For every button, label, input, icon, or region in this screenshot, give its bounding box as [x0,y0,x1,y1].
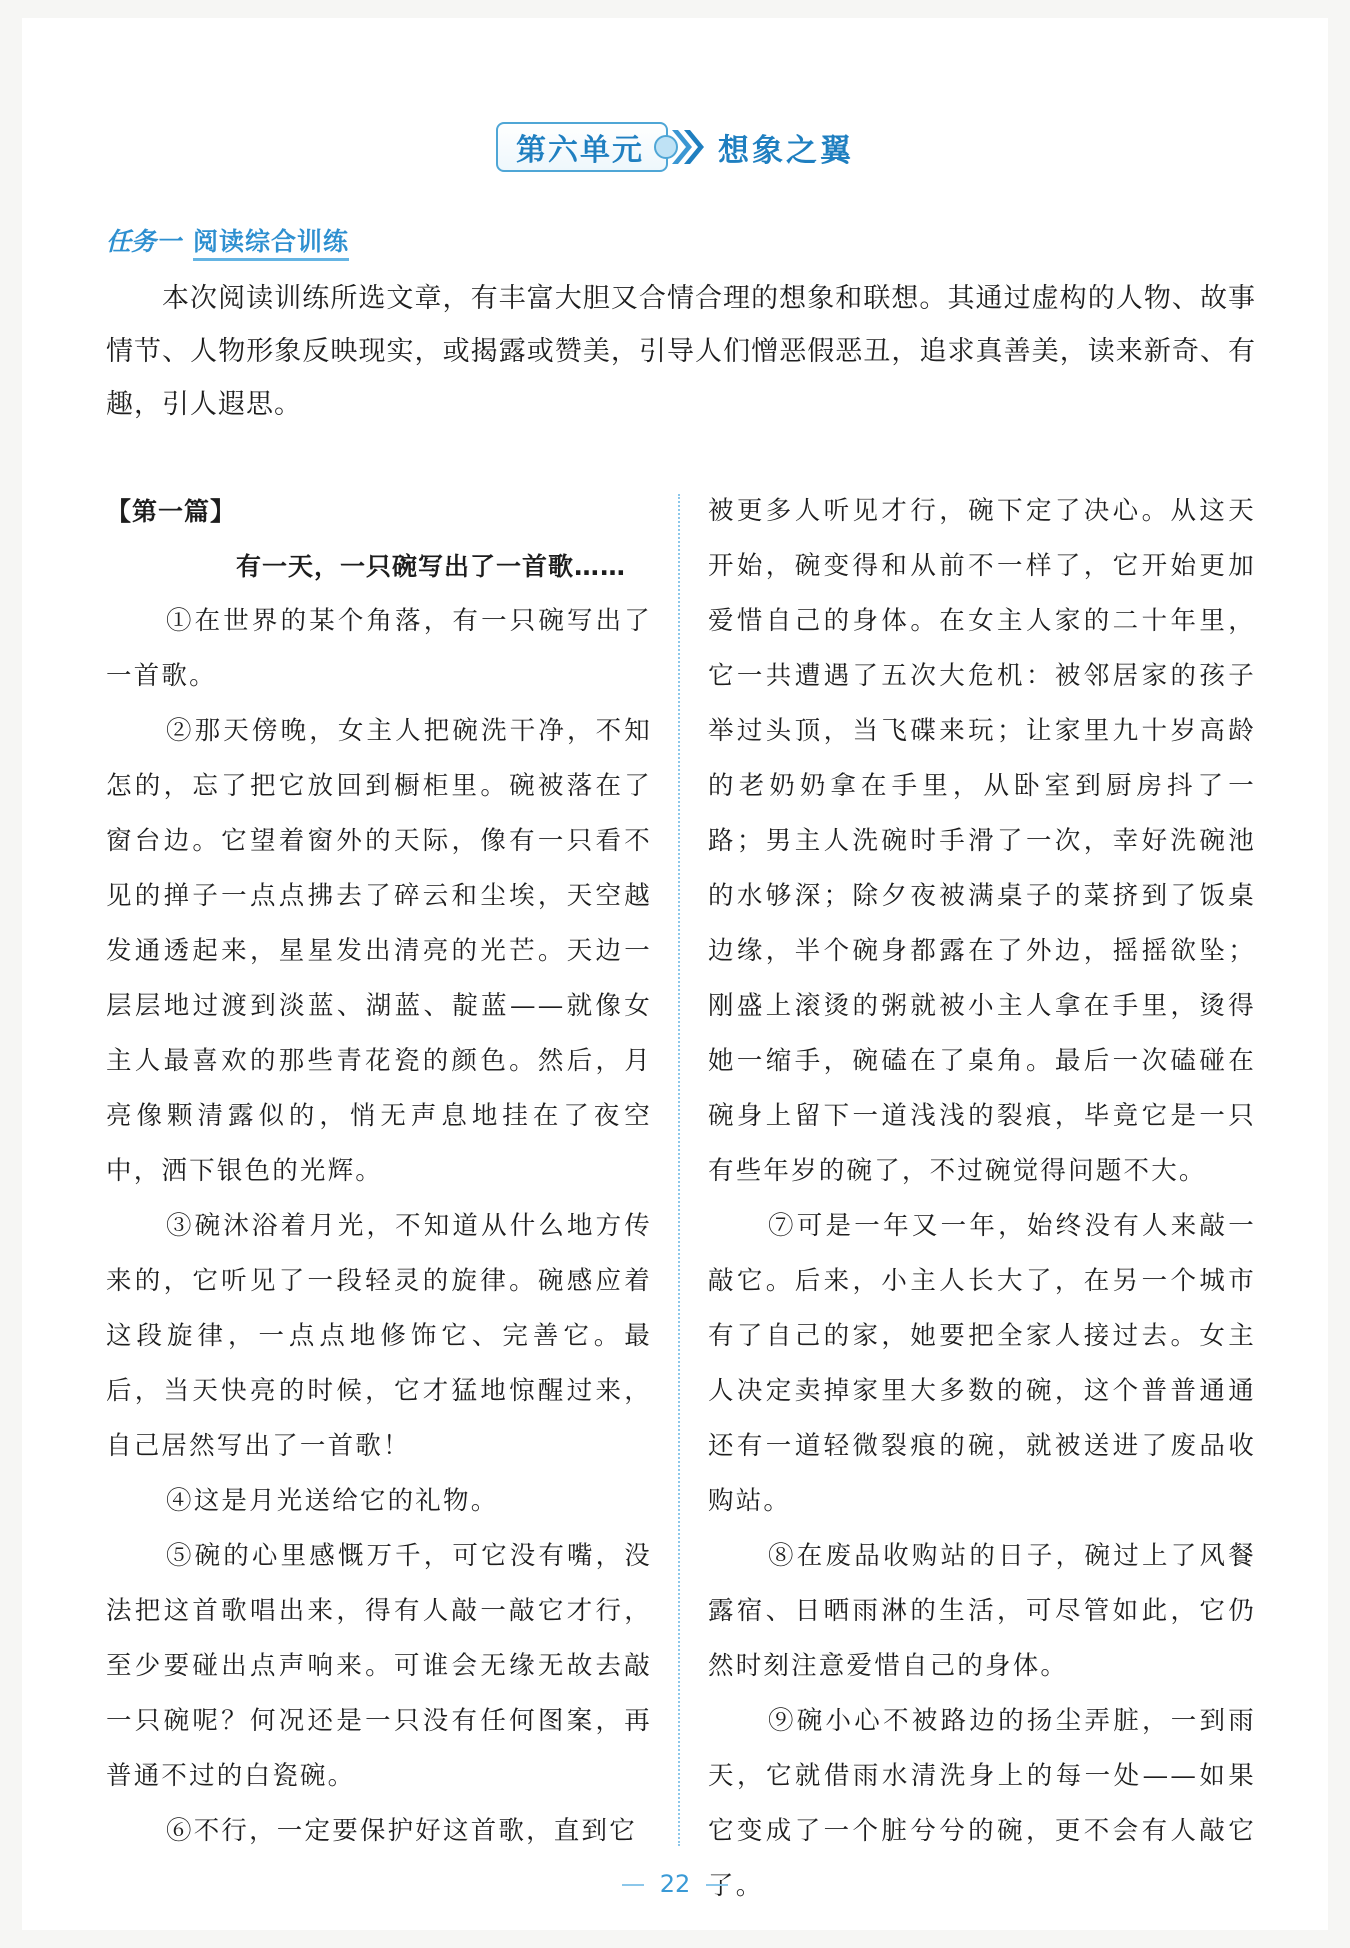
paragraph: ⑨碗小心不被路边的扬尘弄脏，一到雨天，它就借雨水清洗身上的每一处——如果它变成了一个脏兮兮的碗，更不会有人敲它了。 [708,1706,1256,1901]
paragraph: ④这是月光送给它的礼物。 [166,1486,499,1516]
page-number-dash-right [706,1884,728,1886]
unit-label-box [496,122,668,172]
paragraph: ③碗沐浴着月光，不知道从什么地方传来的，它听见了一段轻灵的旋律。碗感应着这段旋律，一点点地修饰它、完善它。最后，当天快亮的时候，它才猛地惊醒过来，自己居然写出了一首歌！ [106,1211,652,1461]
right-column [708,484,1256,1914]
section-label: 【第一篇】 [106,497,237,526]
unit-header [0,122,1350,172]
task-heading [106,222,349,258]
intro-paragraph: 本次阅读训练所选文章，有丰富大胆又合情合理的想象和联想。其通过虚构的人物、故事情节、人物形象反映现实，或揭露或赞美，引导人们憎恶假恶丑，追求真善美，读来新奇、有趣，引人遐思。 [106,283,1256,420]
unit-theme: 想象之翼 [718,132,854,169]
unit-label: 第六单元 [516,133,644,168]
paragraph: ⑤碗的心里感慨万千，可它没有嘴，没法把这首歌唱出来，得有人敲一敲它才行，至少要碰出点声响来。可谁会无缘无故去敲一只碗呢？何况还是一只没有任何图案，再普通不过的白瓷碗。 [106,1541,652,1791]
paragraph: ⑦可是一年又一年，始终没有人来敲一敲它。后来，小主人长大了，在另一个城市有了自己的家，她要把全家人接过去。女主人决定卖掉家里大多数的碗，这个普普通通还有一道轻微裂痕的碗，就被送进了废品收购站。 [708,1211,1256,1516]
paragraph: 被更多人听见才行，碗下定了决心。从这天开始，碗变得和从前不一样了，它开始更加爱惜自己的身体。在女主人家的二十年里，它一共遭遇了五次大危机：被邻居家的孩子举过头顶，当飞碟来玩；让家里九十岁高龄的老奶奶拿在手里，从卧室到厨房抖了一路；男主人洗碗时手滑了一次，幸好洗碗池的水够深；除夕夜被满桌子的菜挤到了饭桌边缘，半个碗身都露在了外边，摇摇欲坠；刚盛上滚烫的粥就被小主人拿在手里，烫得她一缩手，碗磕在了桌角。最后一次磕碰在碗身上留下一道浅浅的裂痕，毕竟它是一只有些年岁的碗了，不过碗觉得问题不大。 [708,496,1256,1186]
paragraph: ①在世界的某个角落，有一只碗写出了一首歌。 [106,606,652,691]
left-column [106,484,652,1859]
task-name: 阅读综合训练 [193,227,349,261]
paragraph: ②那天傍晚，女主人把碗洗干净，不知怎的，忘了把它放回到橱柜里。碗被落在了窗台边。它望着窗外的天际，像有一只看不见的掸子一点点拂去了碎云和尘埃，天空越发通透起来，星星发出清亮的光芒。天边一层层地过渡到淡蓝、湖蓝、靛蓝——就像女主人最喜欢的那些青花瓷的颜色。然后，月亮像颗清露似的，悄无声息地挂在了夜空中，洒下银色的光辉。 [106,716,652,1186]
page-number-value: 22 [659,1870,691,1898]
column-divider [678,494,680,1846]
page-number-dash-left [622,1884,644,1886]
paragraph: ⑧在废品收购站的日子，碗过上了风餐露宿、日晒雨淋的生活，可尽管如此，它仍然时刻注意爱惜自己的身体。 [708,1541,1256,1681]
task-number: 任务一 [106,227,182,256]
paragraph: ⑥不行，一定要保护好这首歌，直到它 [166,1816,637,1846]
page-number [0,1870,1350,1898]
double-chevron-icon [654,124,708,170]
article-title: 有一天，一只碗写出了一首歌…… [236,552,627,581]
